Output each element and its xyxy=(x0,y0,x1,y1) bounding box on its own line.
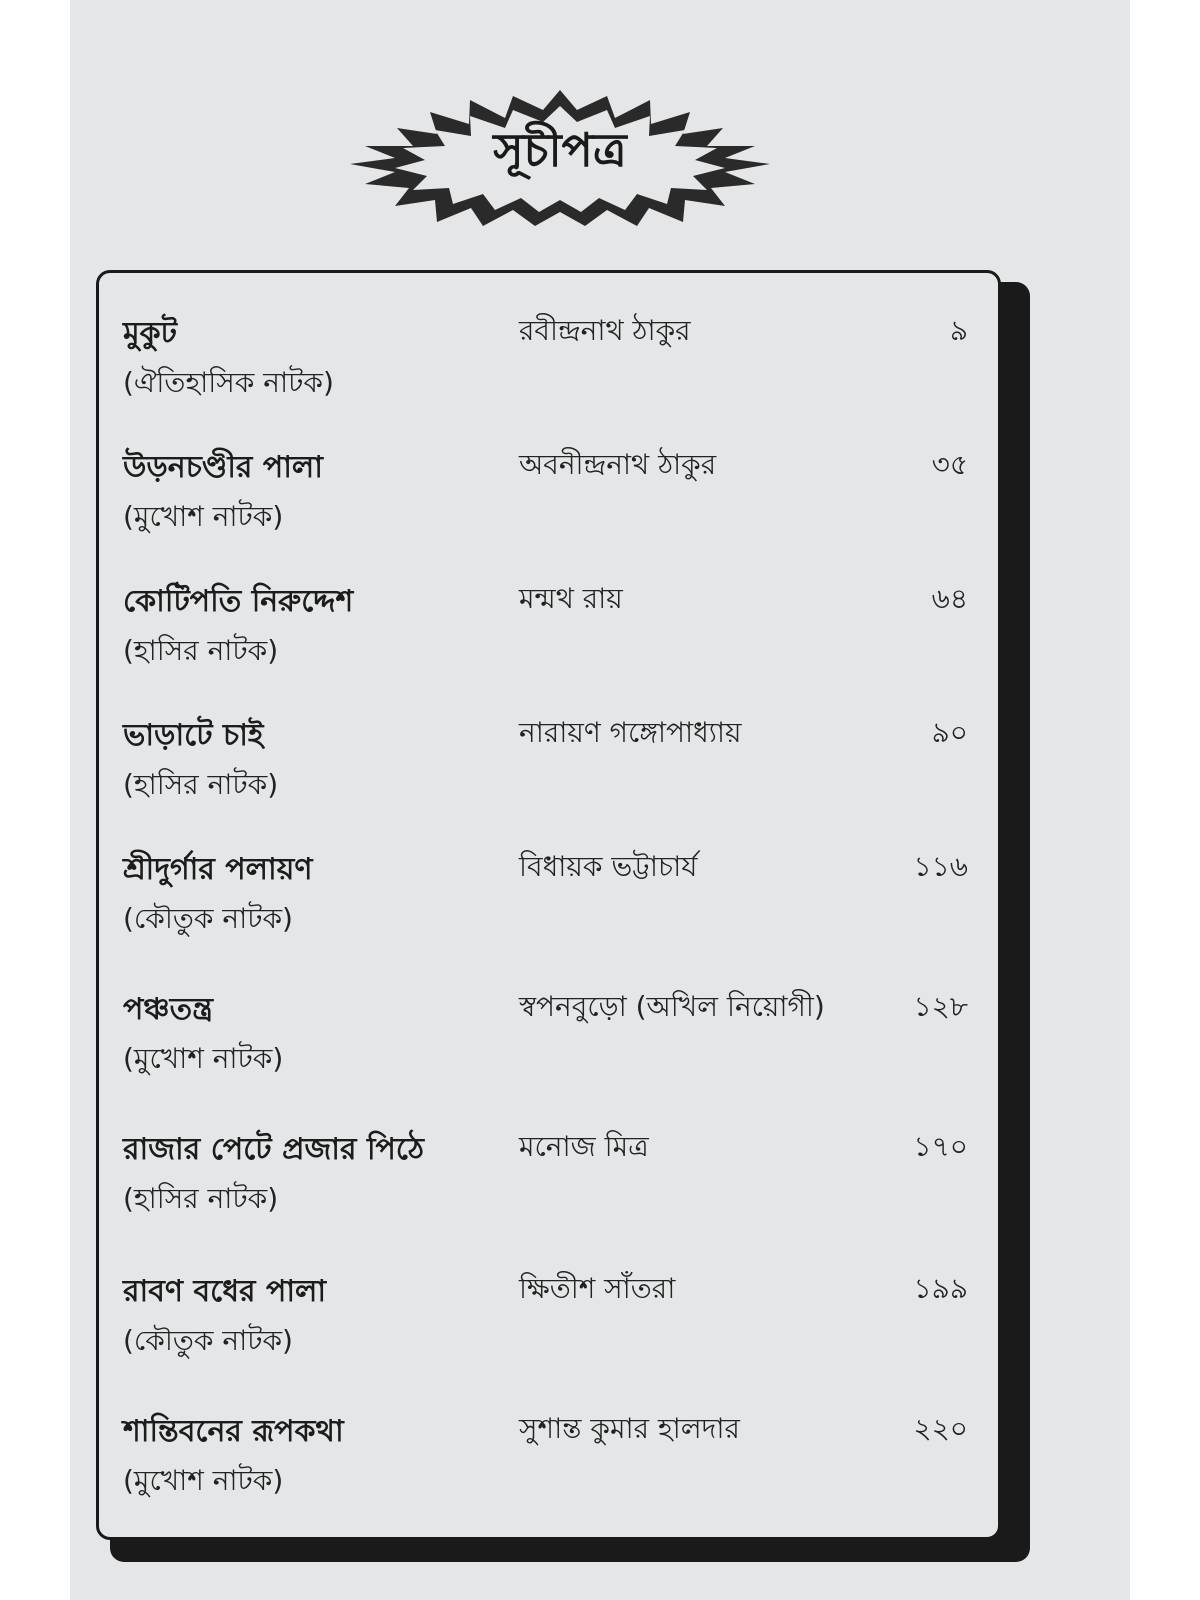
list-item xyxy=(99,577,998,687)
play-genre: (হাসির নাটক) xyxy=(123,1182,279,1215)
table-of-contents xyxy=(96,270,1001,1540)
play-title: উড়নচণ্ডীর পালা xyxy=(123,450,323,485)
page-number: ৩৫ xyxy=(931,448,968,481)
page-number: ১৯৯ xyxy=(913,1272,968,1305)
play-author: অবনীন্দ্রনাথ ঠাকুর xyxy=(519,448,717,481)
page-number: ১১৬ xyxy=(913,850,968,883)
page-number: ৯ xyxy=(949,314,968,347)
list-item xyxy=(99,1267,998,1377)
page-number: ১২৮ xyxy=(913,990,968,1023)
page-number: ১৭০ xyxy=(913,1130,968,1163)
play-author: সুশান্ত কুমার হালদার xyxy=(519,1412,740,1445)
play-title: ভাড়াটে চাই xyxy=(123,718,264,753)
page-title: সূচীপত্র xyxy=(493,123,627,177)
play-genre: (হাসির নাটক) xyxy=(123,768,279,801)
list-item xyxy=(99,443,998,553)
play-author: স্বপনবুড়ো (অখিল নিয়োগী) xyxy=(519,990,825,1023)
page-number: ২২০ xyxy=(913,1412,968,1445)
play-genre: (হাসির নাটক) xyxy=(123,634,279,667)
play-genre: (মুখোশ নাটক) xyxy=(123,1464,284,1497)
list-item xyxy=(99,1125,998,1235)
list-item xyxy=(99,845,998,955)
play-title: পঞ্চতন্ত্র xyxy=(123,992,213,1027)
play-genre: (কৌতুক নাটক) xyxy=(123,902,293,935)
play-author: ক্ষিতীশ সাঁতরা xyxy=(519,1272,676,1305)
list-item xyxy=(99,985,998,1095)
play-author: মন্মথ রায় xyxy=(519,582,623,615)
play-author: মনোজ মিত্র xyxy=(519,1130,649,1163)
play-title: মুকুট xyxy=(123,316,177,351)
play-genre: (মুখোশ নাটক) xyxy=(123,1042,284,1075)
play-title: শান্তিবনের রূপকথা xyxy=(123,1414,344,1449)
list-item xyxy=(99,711,998,821)
play-author: নারায়ণ গঙ্গোপাধ্যায় xyxy=(519,716,742,749)
play-genre: (ঐতিহাসিক নাটক) xyxy=(123,366,334,399)
play-title: শ্রীদুর্গার পলায়ণ xyxy=(123,852,313,887)
list-item xyxy=(99,309,998,419)
page-number: ৯০ xyxy=(931,716,968,749)
title-badge xyxy=(345,88,775,228)
list-item xyxy=(99,1407,998,1517)
play-title: রাজার পেটে প্রজার পিঠে xyxy=(123,1132,424,1167)
play-genre: (মুখোশ নাটক) xyxy=(123,500,284,533)
play-author: রবীন্দ্রনাথ ঠাকুর xyxy=(519,314,691,347)
play-author: বিধায়ক ভট্টাচার্য xyxy=(519,850,698,883)
play-title: রাবণ বধের পালা xyxy=(123,1274,327,1309)
play-genre: (কৌতুক নাটক) xyxy=(123,1324,293,1357)
play-title: কোটিপতি নিরুদ্দেশ xyxy=(123,584,354,619)
page-number: ৬৪ xyxy=(931,582,968,615)
